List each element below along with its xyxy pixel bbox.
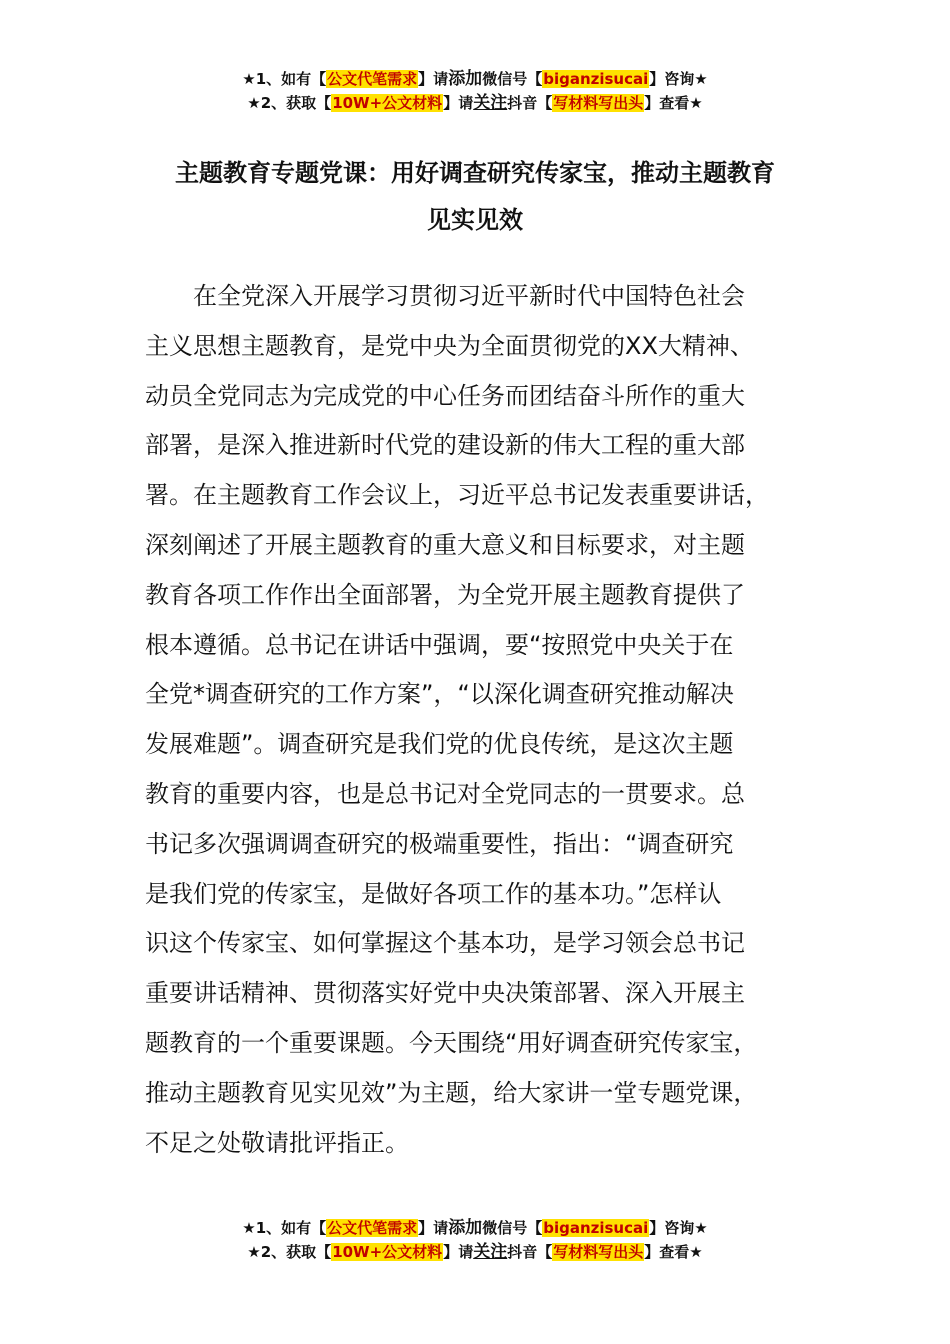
promo-emphasis: 添加 — [448, 69, 483, 89]
promo-highlight: 公文代笔需求 — [327, 70, 418, 88]
body-line: 不足之处敬请批评指正。 — [145, 1128, 409, 1157]
promo-text: 】咨询★ — [649, 1219, 708, 1237]
body-line: 主义思想主题教育，是党中央为全面贯彻党的XX大精神、 — [145, 331, 754, 360]
promo-emphasis: 关注 — [473, 1242, 508, 1262]
body-line: 书记多次强调调查研究的极端重要性，指出：“调查研究 — [145, 829, 734, 858]
footer-promo-banner — [0, 1216, 950, 1264]
promo-text: ★2、获取【 — [247, 1243, 332, 1261]
promo-emphasis: 关注 — [473, 93, 508, 113]
promo-highlight: 公文代笔需求 — [327, 1219, 418, 1237]
body-line: 根本遵循。总书记在讲话中强调，要“按照党中央关于在 — [145, 630, 734, 659]
body-line: 深刻阐述了开展主题教育的重大意义和目标要求，对主题 — [145, 530, 745, 559]
promo-line-1 — [0, 1216, 950, 1240]
promo-text: 】请 — [443, 1243, 474, 1261]
promo-text: 微信号【 — [482, 70, 543, 88]
body-line: 动员全党同志为完成党的中心任务而团结奋斗所作的重大 — [145, 381, 745, 410]
body-line: 教育的重要内容，也是总书记对全党同志的一贯要求。总 — [145, 779, 745, 808]
promo-line-2 — [0, 91, 950, 115]
promo-emphasis: 添加 — [448, 1218, 483, 1238]
promo-text: 】查看★ — [644, 1243, 703, 1261]
body-line: 发展难题”。调查研究是我们党的优良传统，是这次主题 — [145, 730, 734, 759]
body-line: 推动主题教育见实见效”为主题，给大家讲一堂专题党课， — [145, 1078, 758, 1107]
promo-text: 抖音【 — [507, 94, 553, 112]
title-line-2: 见实见效 — [427, 206, 523, 234]
body-line: 全党*调查研究的工作方案”，“以深化调查研究推动解决 — [145, 680, 734, 709]
promo-text: 】请 — [418, 1219, 449, 1237]
document-title — [145, 150, 805, 244]
body-line: 署。在主题教育工作会议上，习近平总书记发表重要讲话， — [145, 481, 769, 510]
body-line: 题教育的一个重要课题。今天围绕“用好调查研究传家宝， — [145, 1028, 758, 1057]
body-line: 在全党深入开展学习贯彻习近平新时代中国特色社会 — [145, 282, 745, 310]
promo-douyin-id: 写材料写出头 — [553, 94, 644, 112]
promo-line-2 — [0, 1240, 950, 1264]
promo-highlight: 10W+公文材料 — [332, 94, 443, 112]
promo-text: 】查看★ — [644, 94, 703, 112]
promo-text: 微信号【 — [482, 1219, 543, 1237]
title-line-1: 主题教育专题党课：用好调查研究传家宝，推动主题教育 — [175, 159, 775, 187]
body-line: 部署，是深入推进新时代党的建设新的伟大工程的重大部 — [145, 431, 745, 460]
promo-text: 抖音【 — [507, 1243, 553, 1261]
body-line: 识这个传家宝、如何掌握这个基本功，是学习领会总书记 — [145, 929, 745, 958]
promo-line-1 — [0, 67, 950, 91]
promo-text: ★1、如有【 — [242, 1219, 327, 1237]
promo-text: ★1、如有【 — [242, 70, 327, 88]
promo-wechat-id: biganzisucai — [543, 1219, 649, 1237]
promo-text: ★2、获取【 — [247, 94, 332, 112]
body-line: 是我们党的传家宝，是做好各项工作的基本功。”怎样认 — [145, 879, 722, 908]
promo-text: 】请 — [418, 70, 449, 88]
promo-highlight: 10W+公文材料 — [332, 1243, 443, 1261]
promo-wechat-id: biganzisucai — [543, 70, 649, 88]
body-line: 教育各项工作作出全面部署，为全党开展主题教育提供了 — [145, 580, 745, 609]
document-body — [145, 272, 805, 1168]
body-line: 重要讲话精神、贯彻落实好党中央决策部署、深入开展主 — [145, 979, 745, 1008]
promo-douyin-id: 写材料写出头 — [553, 1243, 644, 1261]
promo-text: 】咨询★ — [649, 70, 708, 88]
header-promo-banner — [0, 67, 950, 115]
promo-text: 】请 — [443, 94, 474, 112]
